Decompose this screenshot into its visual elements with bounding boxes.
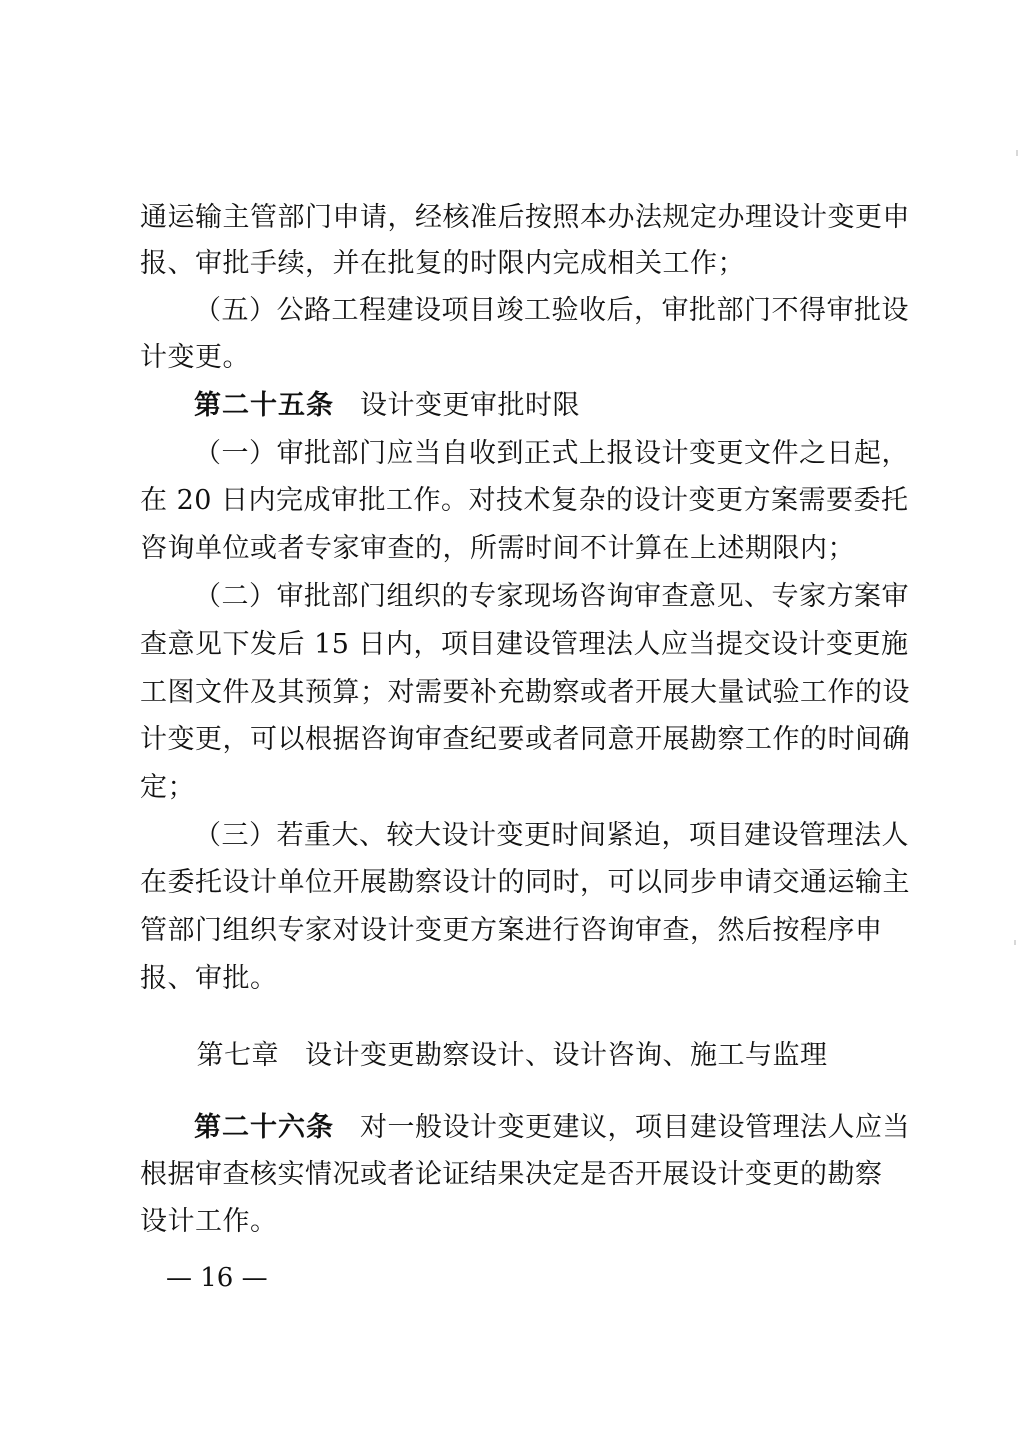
article-26-title: 第二十六条 [194, 1112, 334, 1143]
article-25-text: 设计变更审批时限 [360, 390, 580, 421]
body-text-line: 报、审批。 [140, 963, 278, 994]
body-text-line: 在 20 日内完成审批工作。对技术复杂的设计变更方案需要委托 [140, 485, 909, 516]
body-text-line: 设计工作。 [140, 1206, 278, 1237]
body-text-line: 根据审查核实情况或者论证结果决定是否开展设计变更的勘察 [140, 1159, 883, 1190]
chapter-number: 第七章 [196, 1040, 279, 1071]
paragraph-line: （一）审批部门应当自收到正式上报设计变更文件之日起， [194, 438, 909, 469]
page-number: — 16 — [166, 1263, 268, 1293]
body-text-line: 计变更，可以根据咨询审查纪要或者同意开展勘察工作的时间确 [140, 724, 910, 755]
article-25-title: 第二十五条 [194, 390, 334, 421]
article-26-text: 对一般设计变更建议，项目建设管理法人应当 [360, 1112, 910, 1143]
scan-mark [1014, 940, 1016, 945]
paragraph-line: （三）若重大、较大设计变更时间紧迫，项目建设管理法人 [194, 820, 909, 851]
body-text-line: 计变更。 [140, 342, 250, 373]
article-25-heading [194, 389, 876, 423]
chapter-heading [0, 1039, 1024, 1073]
body-text-line: 管部门组织专家对设计变更方案进行咨询审查，然后按程序申 [140, 915, 883, 946]
chapter-title: 设计变更勘察设计、设计咨询、施工与监理 [305, 1040, 828, 1071]
body-text-line: 通运输主管部门申请，经核准后按照本办法规定办理设计变更申 [140, 202, 910, 233]
paragraph-line: （五）公路工程建设项目竣工验收后，审批部门不得审批设 [194, 295, 909, 326]
body-text-line: 定； [140, 772, 195, 803]
body-text-line: 在委托设计单位开展勘察设计的同时，可以同步申请交通运输主 [140, 867, 910, 898]
body-text-line: 咨询单位或者专家审查的，所需时间不计算在上述期限内； [140, 533, 855, 564]
paragraph-line: （二）审批部门组织的专家现场咨询审查意见、专家方案审 [194, 581, 909, 612]
body-text-line: 查意见下发后 15 日内，项目建设管理法人应当提交设计变更施 [140, 629, 909, 660]
body-text-line: 工图文件及其预算；对需要补充勘察或者开展大量试验工作的设 [140, 677, 910, 708]
body-text-line: 报、审批手续，并在批复的时限内完成相关工作； [140, 248, 745, 279]
scan-mark [1016, 150, 1018, 156]
article-26-heading [194, 1111, 910, 1145]
